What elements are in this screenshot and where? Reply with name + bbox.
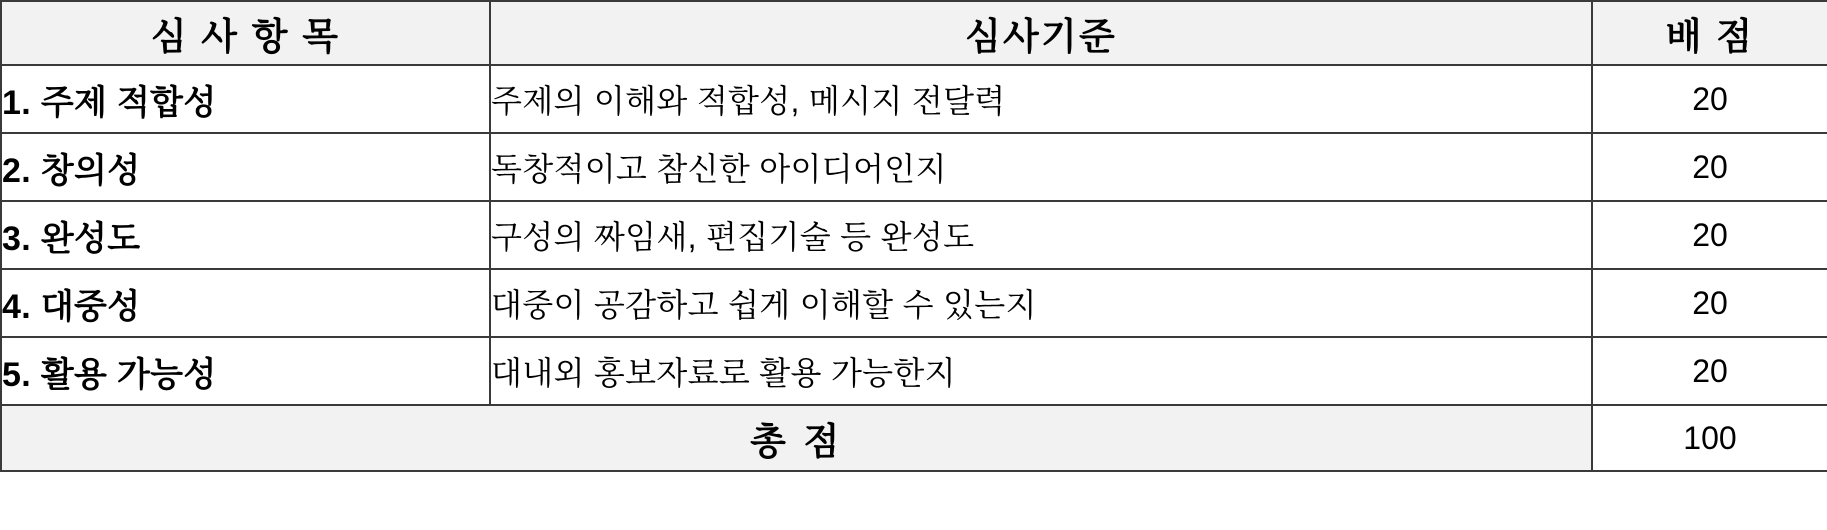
column-header-points: 배 점 xyxy=(1592,1,1827,65)
table-row xyxy=(1,133,1827,201)
table-row xyxy=(1,65,1827,133)
cell-points: 20 xyxy=(1592,337,1827,405)
table-footer xyxy=(1,405,1827,471)
cell-item: 3. 완성도 xyxy=(1,201,490,269)
table-row xyxy=(1,201,1827,269)
total-label: 총 점 xyxy=(1,405,1592,471)
total-points: 100 xyxy=(1592,405,1827,471)
cell-points: 20 xyxy=(1592,133,1827,201)
table-header-row xyxy=(1,1,1827,65)
table-footer-row xyxy=(1,405,1827,471)
cell-item: 5. 활용 가능성 xyxy=(1,337,490,405)
cell-item: 2. 창의성 xyxy=(1,133,490,201)
cell-item: 4. 대중성 xyxy=(1,269,490,337)
cell-criteria: 주제의 이해와 적합성, 메시지 전달력 xyxy=(490,65,1592,133)
table-header xyxy=(1,1,1827,65)
table-body xyxy=(1,65,1827,405)
cell-criteria: 대내외 홍보자료로 활용 가능한지 xyxy=(490,337,1592,405)
cell-criteria: 독창적이고 참신한 아이디어인지 xyxy=(490,133,1592,201)
table-row xyxy=(1,337,1827,405)
cell-criteria: 구성의 짜임새, 편집기술 등 완성도 xyxy=(490,201,1592,269)
cell-points: 20 xyxy=(1592,201,1827,269)
cell-criteria: 대중이 공감하고 쉽게 이해할 수 있는지 xyxy=(490,269,1592,337)
cell-item: 1. 주제 적합성 xyxy=(1,65,490,133)
cell-points: 20 xyxy=(1592,269,1827,337)
table-row xyxy=(1,269,1827,337)
column-header-criteria: 심사기준 xyxy=(490,1,1592,65)
column-header-item: 심 사 항 목 xyxy=(1,1,490,65)
cell-points: 20 xyxy=(1592,65,1827,133)
